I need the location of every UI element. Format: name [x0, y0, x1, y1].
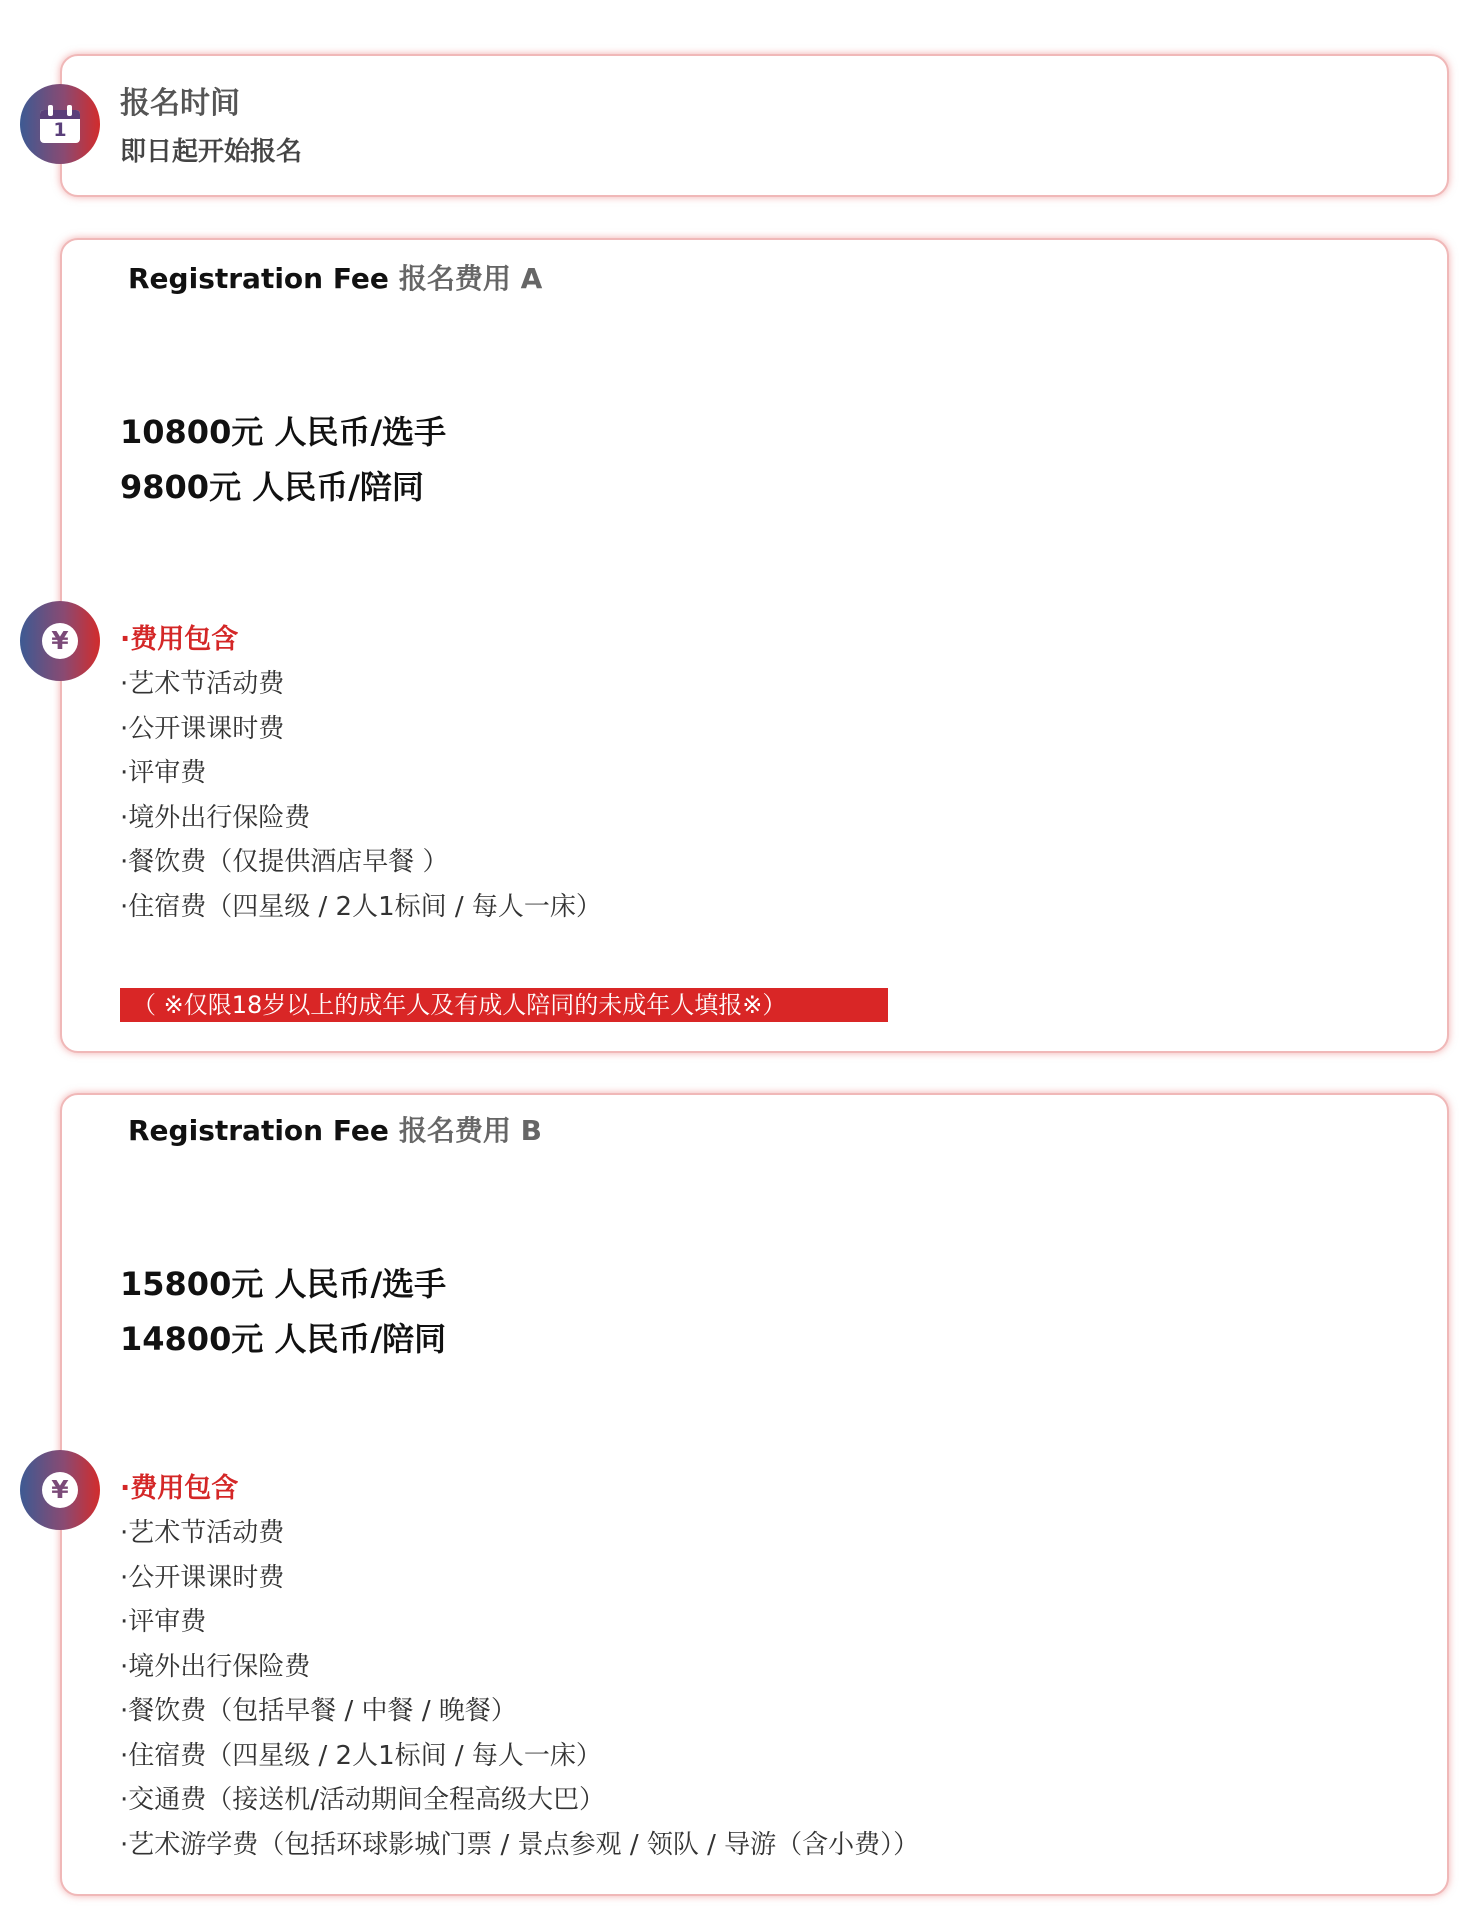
list-item: ·交通费（接送机/活动期间全程高级大巴） [120, 1785, 606, 1815]
list-item: ·艺术游学费（包括环球影城门票 / 景点参观 / 领队 / 导游（含小费）） [120, 1829, 920, 1860]
fee-b-yen-badge [20, 1450, 100, 1530]
yen-icon: ¥ [42, 1472, 78, 1508]
fee-a-heading [128, 260, 542, 298]
list-item: ·境外出行保险费 [120, 802, 311, 833]
fee-a-heading-en: Registration Fee [128, 262, 389, 295]
list-item: ·住宿费（四星级 / 2人1标间 / 每人一床） [120, 891, 602, 922]
list-item: ·评审费 [120, 1607, 207, 1637]
list-item: ·艺术节活动费 [120, 669, 285, 699]
fee-a-includes-title: ·费用包含 [120, 624, 239, 655]
list-item: ·公开课课时费 [120, 713, 285, 744]
registration-time-card [60, 54, 1449, 197]
fee-b-includes-title: ·费用包含 [120, 1473, 239, 1504]
fee-a-price-companion: 9800元 人民币/陪同 [120, 468, 424, 506]
list-item: ·评审费 [120, 758, 207, 788]
calendar-day: 1 [53, 119, 67, 141]
list-item: ·餐饮费（包括早餐 / 中餐 / 晚餐） [120, 1696, 517, 1726]
list-item: ·艺术节活动费 [120, 1518, 285, 1548]
fee-b-includes-list [120, 1511, 1320, 1867]
fee-a-eligibility-note: （ ※仅限18岁以上的成年人及有成人陪同的未成年人填报※） [120, 988, 888, 1022]
fee-a-heading-zh: 报名费用 A [398, 262, 543, 295]
list-item: ·境外出行保险费 [120, 1651, 311, 1682]
fee-b-price-companion: 14800元 人民币/陪同 [120, 1320, 447, 1358]
fee-b-heading-zh: 报名费用 B [398, 1114, 542, 1147]
registration-time-subtitle: 即日起开始报名 [120, 137, 303, 167]
yen-icon: ¥ [42, 623, 78, 659]
registration-time-title: 报名时间 [120, 86, 240, 121]
fee-a-includes [120, 618, 1320, 929]
fee-b-includes [120, 1467, 1320, 1867]
fee-b-price-player: 15800元 人民币/选手 [120, 1265, 447, 1303]
fee-b-heading [128, 1112, 542, 1150]
fee-a-includes-list [120, 662, 1320, 929]
calendar-icon [40, 105, 80, 143]
fee-b-heading-en: Registration Fee [128, 1114, 389, 1147]
list-item: ·公开课课时费 [120, 1562, 285, 1593]
calendar-badge [20, 84, 100, 164]
list-item: ·餐饮费（仅提供酒店早餐 ） [120, 847, 449, 877]
list-item: ·住宿费（四星级 / 2人1标间 / 每人一床） [120, 1740, 602, 1771]
fee-a-yen-badge [20, 601, 100, 681]
fee-a-price-player: 10800元 人民币/选手 [120, 413, 447, 451]
